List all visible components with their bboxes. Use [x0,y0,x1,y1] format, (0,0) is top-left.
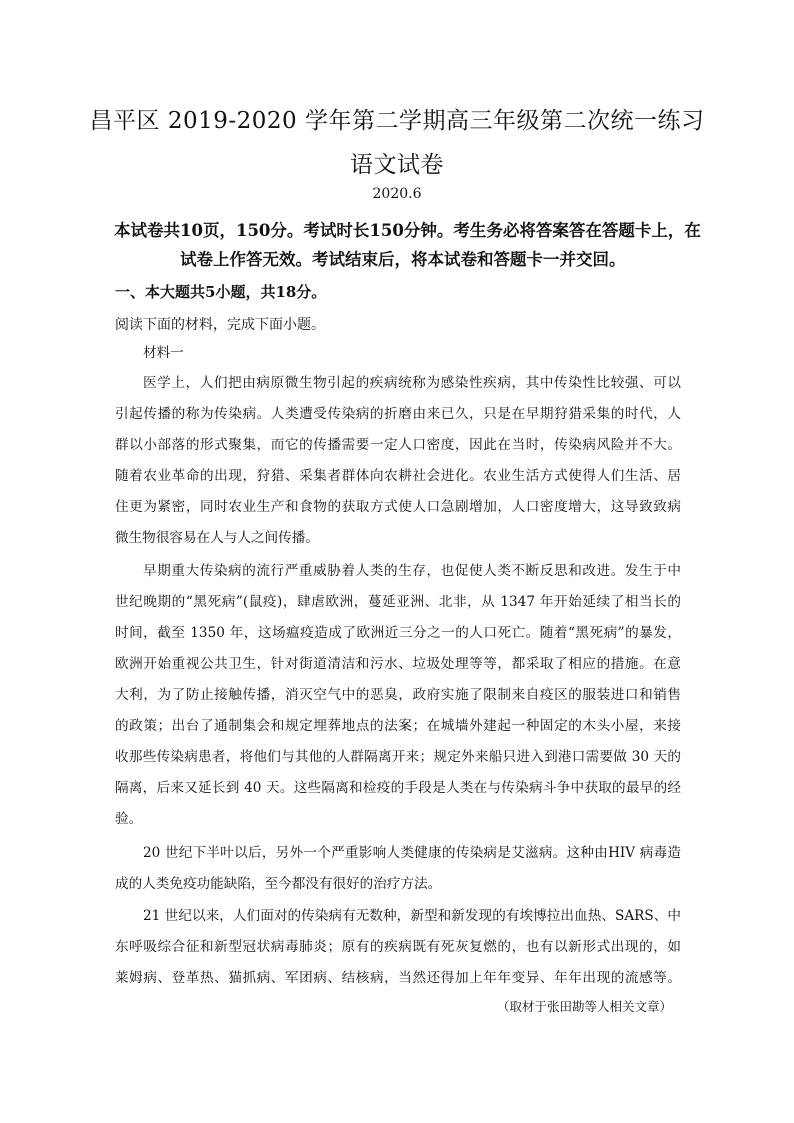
material-text-line: 21 世纪以来，人们面对的传染病有无数种，新型和新发现的有埃博拉出血热、SARS、中 [143,908,681,924]
material-text-line: 医学上，人们把由病原微生物引起的疾病统称为感染性疾病，其中传染性比较强、可以 [143,375,681,391]
material-source: （取材于张田勘等人相关文章） [496,999,672,1014]
material-text-line: 早期重大传染病的流行严重威胁着人类的生存，也促使人类不断反思和改进。发生于中 [143,563,681,579]
material-text-line: 欧洲开始重视公共卫生，针对街道清洁和污水、垃圾处理等等，都采取了相应的措施。在意 [115,656,681,672]
material-text-line: 东呼吸综合征和新型冠状病毒肺炎；原有的疾病既有死灰复燃的，也有以新形式出现的，如 [115,939,681,955]
material-text-line: 的政策；出台了通制集会和规定埋葬地点的法案；在城墙外建起一种固定的木头小屋，来接 [115,718,681,734]
material-text-line: 微生物很容易在人与人之间传播。 [115,530,319,546]
section-heading: 一、本大题共5小题，共18分。 [115,283,327,301]
exam-notice-line-1: 本试卷共10页，150分。考试时长150分钟。考生务必将答案答在答题卡上，在 [114,221,701,240]
material-text-line: 引起传播的称为传染病。人类遭受传染病的折磨由来已久，只是在早期狩猎采集的时代，人 [115,406,681,422]
page-title: 昌平区 2019-2020 学年第二学期高三年级第二次统一练习 [89,108,705,134]
reading-instruction: 阅读下面的材料，完成下面小题。 [115,317,325,333]
material-text-line: 20 世纪下半叶以后，另外一个严重影响人类健康的传染病是艾滋病。这种由HIV 病毒造 [143,845,681,861]
material-text-line: 住更为紧密，同时农业生产和食物的获取方式使人口急剧增加，人口密度增大，这导致致病 [115,499,681,515]
page-subtitle: 语文试卷 [350,152,444,178]
material-text-line: 莱姆病、登革热、猫抓病、军团病、结核病，当然还得加上年年变异、年年出现的流感等。 [115,970,681,986]
exam-date: 2020.6 [372,186,422,202]
material-text-line: 验。 [115,811,143,827]
material-text-line: 时间，截至 1350 年，这场瘟疫造成了欧洲近三分之一的人口死亡。随着“黑死病”的暴发， [115,625,681,641]
material-text-line: 大利，为了防止接触传播，消灭空气中的恶臭，政府实施了限制来自疫区的服装进口和销售 [115,687,681,703]
material-text-line: 随着农业革命的出现，狩猎、采集者群体向农耕社会进化。农业生活方式使得人们生活、居 [115,468,681,484]
material-text-line: 群以小部落的形式聚集，而它的传播需要一定人口密度，因此在当时，传染病风险并不大。 [115,437,681,453]
exam-notice-line-2: 试卷上作答无效。考试结束后，将本试卷和答题卡一并交回。 [180,250,626,269]
material-text-line: 收那些传染病患者，将他们与其他的人群隔离开来；规定外来船只进入到港口需要做 30 天的 [115,749,681,765]
material-text-line: 成的人类免疫功能缺陷，至今都没有很好的治疗方法。 [115,876,442,892]
material-text-line: 隔离，后来又延长到 40 天。这些隔离和检疫的手段是人类在与传染病斗争中获取的最早的经 [115,780,681,796]
material-text-line: 世纪晚期的“黑死病”(鼠疫)，肆虐欧洲，蔓延亚洲、北非，从 1347 年开始延续了相当长的 [115,594,681,610]
material-label: 材料一 [143,345,184,361]
